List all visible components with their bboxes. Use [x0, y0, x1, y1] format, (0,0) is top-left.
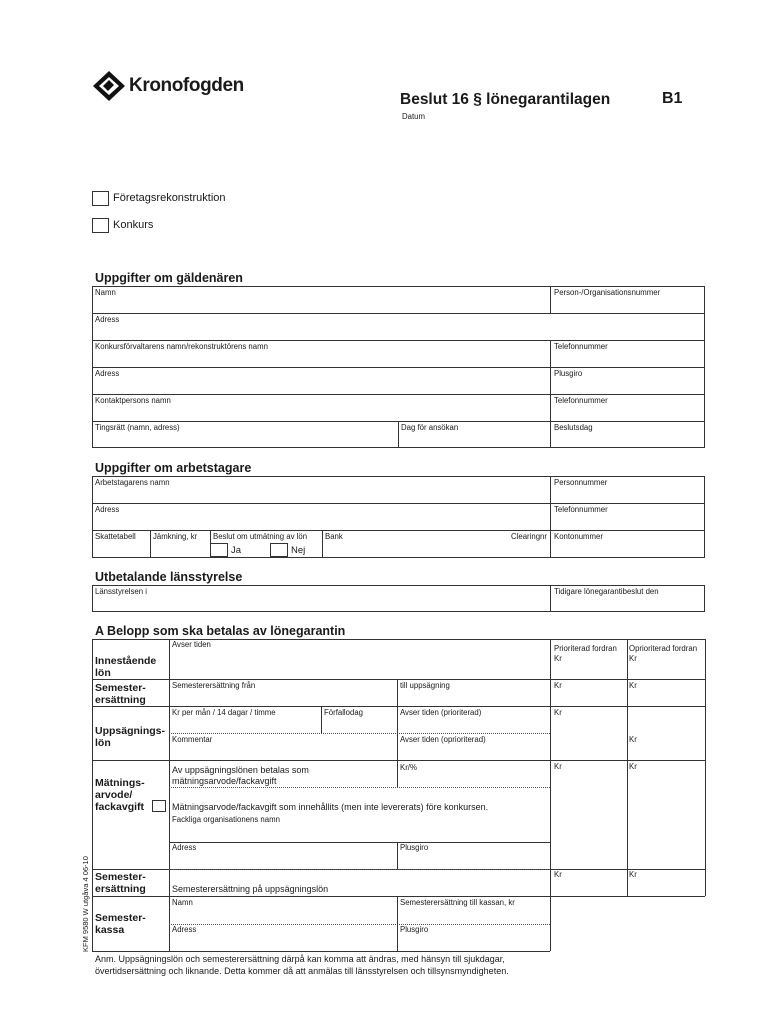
fackliga-namn-field[interactable]	[170, 825, 549, 841]
kr-per-man-field[interactable]	[170, 717, 320, 732]
innestaende-oprio-kr: Kr	[629, 654, 637, 663]
kassa-adress-field[interactable]	[170, 934, 396, 950]
upps-oprio-kr: Kr	[629, 735, 637, 744]
uppsagningslon-label: Uppsägnings-lön	[95, 725, 165, 749]
debtor-heading: Uppgifter om gäldenären	[95, 271, 243, 285]
fackavgift-innehallits-checkbox[interactable]	[152, 800, 166, 812]
semesterkassa-label: Semester-kassa	[95, 912, 146, 936]
amounts-heading: A Belopp som ska betalas av lönegarantin	[95, 624, 346, 638]
debtor-orgnr-label: Person-/Organisationsnummer	[554, 288, 661, 297]
foretagsrekonstruktion-label: Företagsrekonstruktion	[113, 192, 226, 204]
kr-percent-field[interactable]	[398, 772, 549, 786]
form-id: KFM 9580 W utgåva 4 06-10	[81, 856, 90, 952]
kassa-plusgiro-field[interactable]	[398, 934, 549, 950]
innestaende-prio-kr: Kr	[554, 654, 562, 663]
forfallodag-field[interactable]	[322, 717, 396, 732]
matning-oprio-kr: Kr	[629, 762, 637, 771]
foretagsrekonstruktion-checkbox[interactable]	[92, 191, 109, 206]
administrator-name-label: Konkursförvaltarens namn/rekonstruktörens namn	[95, 342, 268, 351]
fack-adress-label: Adress	[172, 843, 197, 852]
fack-plusgiro-label: Plusgiro	[400, 843, 429, 852]
contact-name-label: Kontaktpersons namn	[95, 396, 171, 405]
upps-oprio-field[interactable]	[628, 744, 704, 759]
kr-percent-label: Kr/%	[400, 763, 417, 772]
av-uppsagningslonen-text: Av uppsägningslönen betalas som mätningsarvode/fackavgift	[172, 765, 309, 786]
sem-fran-field[interactable]	[170, 690, 396, 705]
form-code: B1	[662, 90, 683, 107]
sem-till-kassan-label: Semesterersättning till kassan, kr	[400, 898, 515, 907]
kr-per-man-label: Kr per mån / 14 dagar / timme	[172, 708, 276, 717]
sem-pa-uppsagning-label: Semesterersättning på uppsägningslön	[172, 884, 329, 894]
plusgiro-label: Plusgiro	[554, 369, 583, 378]
sem2-prio-field[interactable]	[551, 879, 626, 895]
logo-wordmark: Kronofogden	[129, 75, 244, 96]
matning-prio-kr: Kr	[554, 762, 562, 771]
innestaende-lon-label: Innestående lön	[95, 655, 157, 679]
till-uppsagning-field[interactable]	[398, 690, 549, 705]
semesterersattning-label: Semester-ersättning	[95, 682, 146, 706]
sem-prio-kr: Kr	[554, 681, 562, 690]
kommentar-field[interactable]	[170, 744, 396, 759]
tingsratt-label: Tingsrätt (namn, adress)	[95, 423, 180, 432]
kronofogden-logo	[92, 70, 252, 102]
note-text: Anm. Uppsägningslön och semesterersättning därpå kan komma att ändras, med hänsyn till sjukdagar, övertidsersättning och liknande. Detta kommer då att anmälas till länsstyrelsen och tillsynsmyndigheten.	[95, 954, 509, 976]
avser-prio-field[interactable]	[398, 717, 549, 732]
avser-prio-label: Avser tiden (prioriterad)	[400, 708, 482, 717]
kassa-plusgiro-label: Plusgiro	[400, 925, 429, 934]
decision-date-label: Beslutsdag	[554, 423, 593, 432]
fackliga-namn-label: Fackliga organisationens namn	[172, 815, 280, 824]
jamkning-label: Jämkning, kr	[153, 532, 198, 541]
kontonummer-label: Kontonummer	[554, 532, 603, 541]
employee-phone-label: Telefonnummer	[554, 505, 608, 514]
date-label: Datum	[402, 112, 425, 121]
utmatning-label: Beslut om utmätning av lön	[213, 532, 308, 541]
upps-prio-kr: Kr	[554, 708, 562, 717]
administrator-phone-label: Telefonnummer	[554, 342, 608, 351]
employee-address-label: Adress	[95, 505, 120, 514]
application-date-label: Dag för ansökan	[401, 423, 459, 432]
kassa-namn-label: Namn	[172, 898, 193, 907]
previous-decision-label: Tidigare lönegarantibeslut den	[554, 587, 659, 596]
upps-prio-field[interactable]	[551, 717, 626, 759]
avser-tiden-label: Avser tiden	[172, 640, 211, 649]
sem-oprio-field[interactable]	[628, 690, 704, 705]
fack-adress-field[interactable]	[170, 852, 396, 868]
sem-fran-label: Semesterersättning från	[172, 681, 256, 690]
forfallodag-label: Förfallodag	[324, 708, 364, 717]
contact-phone-label: Telefonnummer	[554, 396, 608, 405]
sem2-oprio-kr: Kr	[629, 870, 637, 879]
kronofogden-logo-icon	[92, 70, 130, 102]
kassa-adress-label: Adress	[172, 925, 197, 934]
sem-oprio-kr: Kr	[629, 681, 637, 690]
debtor-address-field[interactable]	[93, 314, 704, 339]
sem2-oprio-field[interactable]	[628, 879, 704, 895]
utmatning-nej-label: Nej	[291, 545, 306, 556]
matningsarvode-label: Mätnings-arvode/ fackavgift	[95, 777, 145, 813]
utmatning-nej-checkbox[interactable]	[270, 543, 288, 557]
lansstyrelse-field[interactable]	[93, 586, 549, 611]
debtor-name-label: Namn	[95, 288, 116, 297]
employee-name-label: Arbetstagarens namn	[95, 478, 170, 487]
konkurs-checkbox[interactable]	[92, 218, 109, 233]
semesterersattning2-label: Semester-ersättning	[95, 871, 146, 895]
employee-address-field[interactable]	[93, 504, 549, 529]
lansstyrelse-label: Länsstyrelsen i	[95, 587, 148, 596]
lansstyrelse-heading: Utbetalande länsstyrelse	[95, 570, 243, 584]
matning-oprio-field[interactable]	[628, 772, 704, 868]
employee-personnummer-label: Personnummer	[554, 478, 608, 487]
oprioriterad-header: Oprioriterad fordran	[629, 644, 698, 653]
skattetabell-label: Skattetabell	[95, 532, 136, 541]
sem-prio-field[interactable]	[551, 690, 626, 705]
debtor-name-field[interactable]	[93, 287, 549, 312]
form-title: Beslut 16 § lönegarantilagen	[400, 91, 611, 108]
innestaende-prio-field[interactable]	[551, 663, 626, 678]
kassa-namn-field[interactable]	[170, 907, 396, 923]
prioriterad-header: Prioriterad fordran	[554, 644, 617, 653]
kommentar-label: Kommentar	[172, 735, 213, 744]
konkurs-label: Konkurs	[113, 219, 154, 231]
till-uppsagning-label: till uppsägning	[400, 681, 450, 690]
sem2-prio-kr: Kr	[554, 870, 562, 879]
fackavgift-innehallits-text: Mätningsarvode/fackavgift som innehållits (men inte levererats) före konkursen.	[172, 802, 489, 812]
avser-oprio-label: Avser tiden (oprioriterad)	[400, 735, 486, 744]
debtor-address-label: Adress	[95, 315, 120, 324]
innestaende-period-field[interactable]	[170, 650, 549, 678]
utmatning-ja-label: Ja	[231, 545, 242, 556]
matning-prio-field[interactable]	[551, 772, 626, 868]
administrator-address-label: Adress	[95, 369, 120, 378]
avser-oprio-field[interactable]	[398, 744, 549, 759]
fack-plusgiro-field[interactable]	[398, 852, 549, 868]
bank-label: Bank	[325, 532, 343, 541]
innestaende-oprio-field[interactable]	[628, 663, 704, 678]
utmatning-ja-checkbox[interactable]	[210, 543, 228, 557]
sem-till-kassan-field[interactable]	[398, 907, 549, 923]
employee-heading: Uppgifter om arbetstagare	[95, 461, 252, 475]
administrator-address-field[interactable]	[93, 368, 549, 393]
clearingnr-label: Clearingnr	[511, 532, 547, 541]
